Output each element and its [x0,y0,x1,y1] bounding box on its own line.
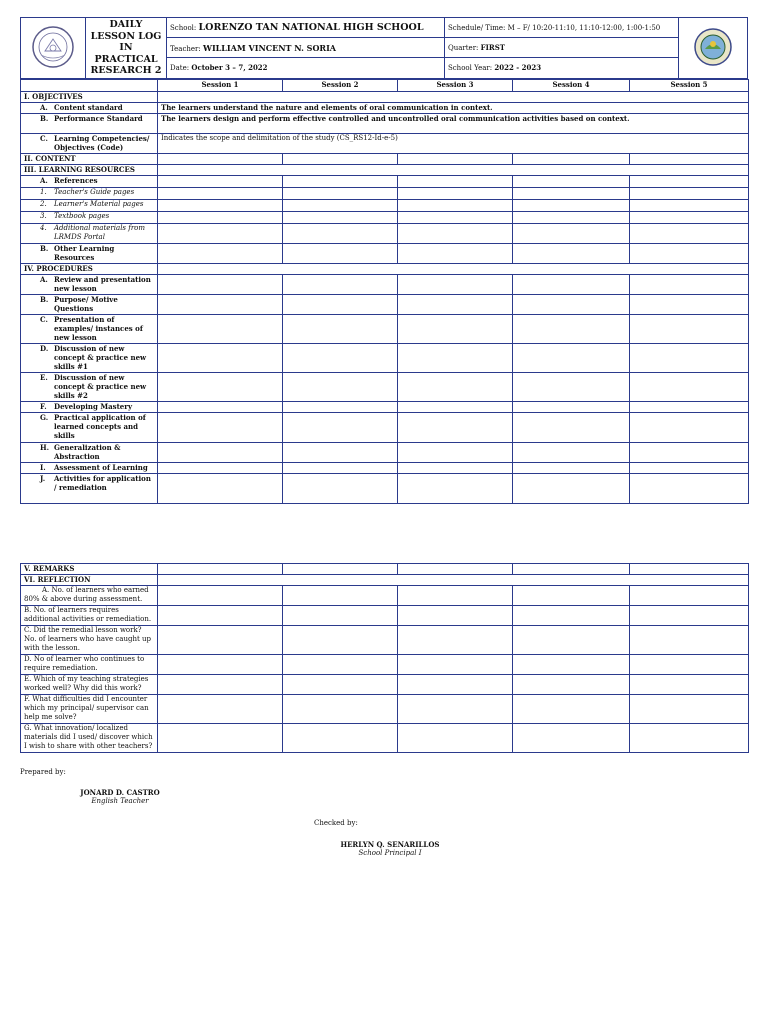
cell [513,626,630,655]
remarks-heading: V. REMARKS [21,564,158,575]
cell [283,188,398,200]
cell [158,315,283,344]
cell [158,443,283,463]
cell [398,655,513,675]
cell [630,188,749,200]
cell [283,655,398,675]
procedure-f-label: F. Developing Mastery [21,402,158,413]
cell [283,695,398,724]
date-value: October 3 – 7, 2022 [191,63,268,73]
cell [630,606,749,626]
cell [158,344,283,373]
session-5-header: Session 5 [630,80,749,92]
cell [630,413,749,443]
cell [283,244,398,264]
cell [158,176,283,188]
cell [630,275,749,295]
cell [513,606,630,626]
cell [398,188,513,200]
cell [630,244,749,264]
cell [398,564,513,575]
cell [630,564,749,575]
procedures-heading: IV. PROCEDURES [21,264,158,275]
cell [630,200,749,212]
cell [283,463,398,474]
cell [630,474,749,504]
cell [283,176,398,188]
cell [398,344,513,373]
checked-by-label: Checked by: [314,819,358,827]
cell [398,626,513,655]
cell [630,586,749,606]
prepared-by-label: Prepared by: [20,768,66,776]
competencies-label: C. Learning Competencies/ Objectives (Code) [21,134,158,154]
cell [283,154,398,165]
quarter-value: FIRST [480,43,505,53]
cell [630,655,749,675]
cell [513,413,630,443]
cell [398,176,513,188]
references-label: A. References [21,176,158,188]
teacher-field: Teacher: WILLIAM VINCENT N. SORIA [167,38,445,58]
right-logo-cell [679,18,748,79]
textbook-pages-label: 3. Textbook pages [21,212,158,224]
content-standard-label: A. Content standard [21,103,158,114]
additional-materials-label: 4. Additional materials from LRMDS Portal [21,224,158,244]
cell [398,675,513,695]
cell [283,200,398,212]
cell [513,655,630,675]
preparer-title: English Teacher [91,797,149,805]
cell [283,564,398,575]
school-seal-icon [693,27,733,67]
reflection-blank [158,575,749,586]
procedure-e-label: E. Discussion of new concept & practice new skills #2 [21,373,158,402]
cell [158,212,283,224]
procedure-c-label: C. Presentation of examples/ instances of new lesson [21,315,158,344]
cell [630,675,749,695]
reflection-item-b: B. No. of learners requires additional activities or remediation. [21,606,158,626]
cell [513,675,630,695]
cell [283,675,398,695]
cell [630,443,749,463]
procedure-a-label: A. Review and presentation new lesson [21,275,158,295]
reflection-table [20,563,749,753]
cell [398,373,513,402]
procedures-blank [158,264,749,275]
objectives-heading: I. OBJECTIVES [21,92,158,103]
cell [513,244,630,264]
cell [398,244,513,264]
session-3-header: Session 3 [398,80,513,92]
preparer-name: JONARD D. CASTRO [80,788,160,797]
objectives-blank [158,92,749,103]
cell [158,463,283,474]
procedure-i-label: I. Assessment of Learning [21,463,158,474]
cell [283,402,398,413]
header-table [20,17,748,79]
content-heading: II. CONTENT [21,154,158,165]
teacher-name: WILLIAM VINCENT N. SORIA [202,42,337,53]
cell [630,212,749,224]
cell [630,344,749,373]
corner-cell [21,80,158,92]
cell [283,224,398,244]
cell [158,564,283,575]
cell [513,275,630,295]
cell [283,373,398,402]
cell [283,626,398,655]
session-2-header: Session 2 [283,80,398,92]
cell [630,402,749,413]
cell [513,176,630,188]
reflection-item-g: G. What innovation/ localized materials did I used/ discover which I wish to share with other teachers? [21,724,158,753]
cell [158,154,283,165]
lesson-log-table [20,79,749,504]
cell [630,724,749,753]
cell [630,224,749,244]
cell [158,413,283,443]
session-1-header: Session 1 [158,80,283,92]
session-4-header: Session 4 [513,80,630,92]
cell [398,474,513,504]
cell [630,695,749,724]
cell [158,474,283,504]
cell [398,200,513,212]
cell [513,724,630,753]
cell [158,675,283,695]
other-resources-label: B. Other Learning Resources [21,244,158,264]
cell [158,224,283,244]
cell [283,443,398,463]
cell [398,212,513,224]
cell [158,402,283,413]
cell [158,586,283,606]
cell [398,606,513,626]
cell [158,244,283,264]
preparer-block [20,788,220,805]
cell [513,373,630,402]
left-logo-cell [21,18,86,79]
school-name: LORENZO TAN NATIONAL HIGH SCHOOL [198,22,424,34]
cell [158,188,283,200]
school-field: School: LORENZO TAN NATIONAL HIGH SCHOOL [167,18,445,38]
procedure-d-label: D. Discussion of new concept & practice new skills #1 [21,344,158,373]
checker-name: HERLYN Q. SENARILLOS [340,840,440,849]
cell [398,402,513,413]
reflection-item-f: F. What difficulties did I encounter which my principal/ supervisor can help me solve? [21,695,158,724]
cell [158,655,283,675]
cell [513,463,630,474]
deped-seal-icon [31,25,75,69]
cell [398,295,513,315]
cell [158,626,283,655]
cell [513,315,630,344]
schedule-value: M – F/ 10:20-11:10, 11:10-12:00, 1:00-1:50 [507,23,661,32]
cell [283,724,398,753]
cell [283,315,398,344]
cell [398,315,513,344]
cell [158,373,283,402]
cell [398,463,513,474]
cell [283,295,398,315]
procedure-h-label: H. Generalization & Abstraction [21,443,158,463]
cell [513,295,630,315]
performance-standard-label: B. Performance Standard [21,114,158,134]
cell [513,586,630,606]
cell [398,224,513,244]
cell [398,586,513,606]
cell [513,154,630,165]
cell [630,315,749,344]
cell [513,474,630,504]
checker-block [290,840,490,857]
reflection-item-d: D. No of learner who continues to require remediation. [21,655,158,675]
cell [398,413,513,443]
cell [630,373,749,402]
school-year-value: 2022 - 2023 [494,63,542,73]
cell [630,154,749,165]
competencies-value: Indicates the scope and delimitation of the study (CS_RS12-Id-e-5) [158,134,749,154]
cell [158,200,283,212]
cell [283,586,398,606]
cell [513,188,630,200]
cell [513,344,630,373]
cell [158,295,283,315]
cell [158,695,283,724]
cell [513,443,630,463]
cell [283,606,398,626]
resources-heading: III. LEARNING RESOURCES [21,165,158,176]
cell [158,724,283,753]
cell [283,413,398,443]
session-header-row [21,80,749,92]
cell [513,695,630,724]
date-field: Date: October 3 – 7, 2022 [167,58,445,78]
cell [398,724,513,753]
cell [398,154,513,165]
performance-standard-value: The learners design and perform effective controlled and uncontrolled oral communication activities based on context. [158,114,749,134]
school-year-field: School Year: 2022 - 2023 [444,58,678,78]
cell [283,474,398,504]
cell [630,176,749,188]
procedure-j-label: J. Activities for application / remediation [21,474,158,504]
procedure-b-label: B. Purpose/ Motive Questions [21,295,158,315]
cell [630,295,749,315]
procedure-g-label: G. Practical application of learned concepts and skills [21,413,158,443]
cell [513,402,630,413]
cell [398,443,513,463]
reflection-item-c: C. Did the remedial lesson work? No. of learners who have caught up with the lesson. [21,626,158,655]
cell [630,463,749,474]
reflection-item-e: E. Which of my teaching strategies worked well? Why did this work? [21,675,158,695]
document-title: DAILY LESSON LOG IN PRACTICAL RESEARCH 2 [86,18,167,79]
cell [283,344,398,373]
teachers-guide-label: 1. Teacher's Guide pages [21,188,158,200]
cell [158,275,283,295]
checker-title: School Principal I [358,849,422,857]
cell [513,564,630,575]
quarter-field: Quarter: FIRST [444,38,678,58]
cell [158,606,283,626]
reflection-heading: VI. REFLECTION [21,575,158,586]
schedule-field: Schedule/ Time: M – F/ 10:20-11:10, 11:10-12:00, 1:00-1:50 [444,18,678,38]
resources-blank [158,165,749,176]
content-standard-value: The learners understand the nature and elements of oral communication in context. [158,103,749,114]
cell [513,224,630,244]
cell [630,626,749,655]
learners-material-label: 2. Learner's Material pages [21,200,158,212]
cell [283,275,398,295]
cell [283,212,398,224]
cell [398,275,513,295]
reflection-item-a: A. No. of learners who earned 80% & above during assessment. [21,586,158,606]
cell [513,200,630,212]
cell [398,695,513,724]
cell [513,212,630,224]
